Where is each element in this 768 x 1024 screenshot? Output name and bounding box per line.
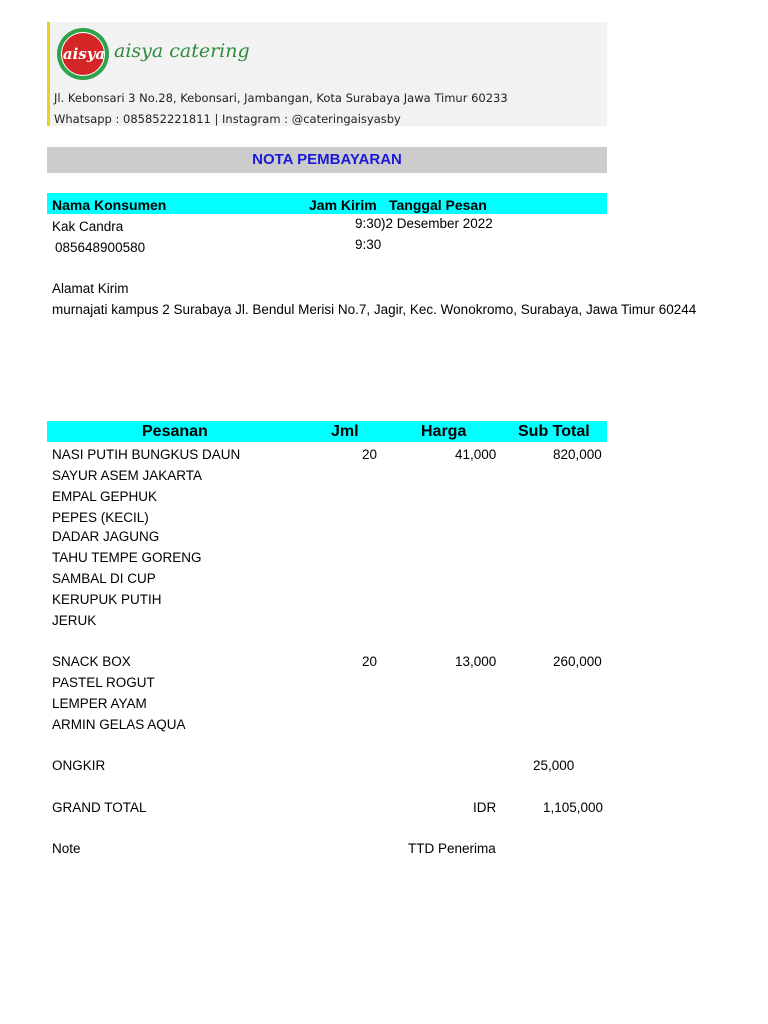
- package2-qty: 20: [362, 654, 378, 669]
- header-accent-bar: [47, 22, 50, 126]
- delivery-time: 9:30: [355, 216, 382, 231]
- company-contact: Whatsapp : 085852221811 | Instagram : @cateringaisyasby: [54, 112, 401, 126]
- order-date: )2 Desember 2022: [381, 216, 493, 231]
- customer-phone: 085648900580: [55, 240, 146, 255]
- brand-logo: [57, 28, 109, 80]
- logo-text: aisya: [62, 45, 106, 63]
- shipping-label: ONGKIR: [52, 758, 106, 773]
- grand-total-currency: IDR: [473, 800, 497, 815]
- note-label: Note: [52, 841, 81, 856]
- delivery-time-2: 9:30: [355, 237, 382, 252]
- price-header: Harga: [421, 423, 467, 440]
- list-item: SAYUR ASEM JAKARTA: [52, 468, 203, 483]
- package1-price: 41,000: [455, 447, 497, 462]
- subtotal-header: Sub Total: [518, 423, 590, 440]
- qty-header: Jml: [331, 423, 359, 440]
- list-item: ARMIN GELAS AQUA: [52, 717, 186, 732]
- customer-name: Kak Candra: [52, 219, 124, 234]
- address-value: murnajati kampus 2 Surabaya Jl. Bendul Merisi No.7, Jagir, Kec. Wonokromo, Surabaya, Jawa Timur 60244: [52, 302, 697, 317]
- package1-qty: 20: [362, 447, 378, 462]
- pesanan-header: Pesanan: [142, 423, 208, 440]
- list-item: SNACK BOX: [52, 654, 131, 669]
- address-label: Alamat Kirim: [52, 281, 129, 296]
- list-item: TAHU TEMPE GORENG: [52, 550, 202, 565]
- page-title: NOTA PEMBAYARAN: [252, 151, 402, 168]
- list-item: EMPAL GEPHUK: [52, 489, 158, 504]
- list-item: NASI PUTIH BUNGKUS DAUN: [52, 447, 241, 462]
- list-item: PASTEL ROGUT: [52, 675, 155, 690]
- list-item: KERUPUK PUTIH: [52, 592, 162, 607]
- company-address: Jl. Kebonsari 3 No.28, Kebonsari, Jambangan, Kota Surabaya Jawa Timur 60233: [54, 91, 508, 105]
- delivery-time-header: Jam Kirim: [309, 197, 377, 213]
- header-panel: [47, 22, 607, 126]
- grand-total-label: GRAND TOTAL: [52, 800, 147, 815]
- list-item: LEMPER AYAM: [52, 696, 147, 711]
- customer-name-header: Nama Konsumen: [52, 197, 167, 213]
- list-item: DADAR JAGUNG: [52, 529, 160, 544]
- brand-name: aisya catering: [114, 40, 250, 62]
- package2-price: 13,000: [455, 654, 497, 669]
- order-date-header: Tanggal Pesan: [389, 197, 487, 213]
- package1-subtotal: 820,000: [553, 447, 602, 462]
- signature-label: TTD Penerima: [408, 841, 496, 856]
- package2-subtotal: 260,000: [553, 654, 602, 669]
- list-item: PEPES (KECIL): [52, 510, 149, 525]
- list-item: SAMBAL DI CUP: [52, 571, 156, 586]
- grand-total-value: 1,105,000: [543, 800, 604, 815]
- list-item: JERUK: [52, 613, 97, 628]
- shipping-value: 25,000: [533, 758, 575, 773]
